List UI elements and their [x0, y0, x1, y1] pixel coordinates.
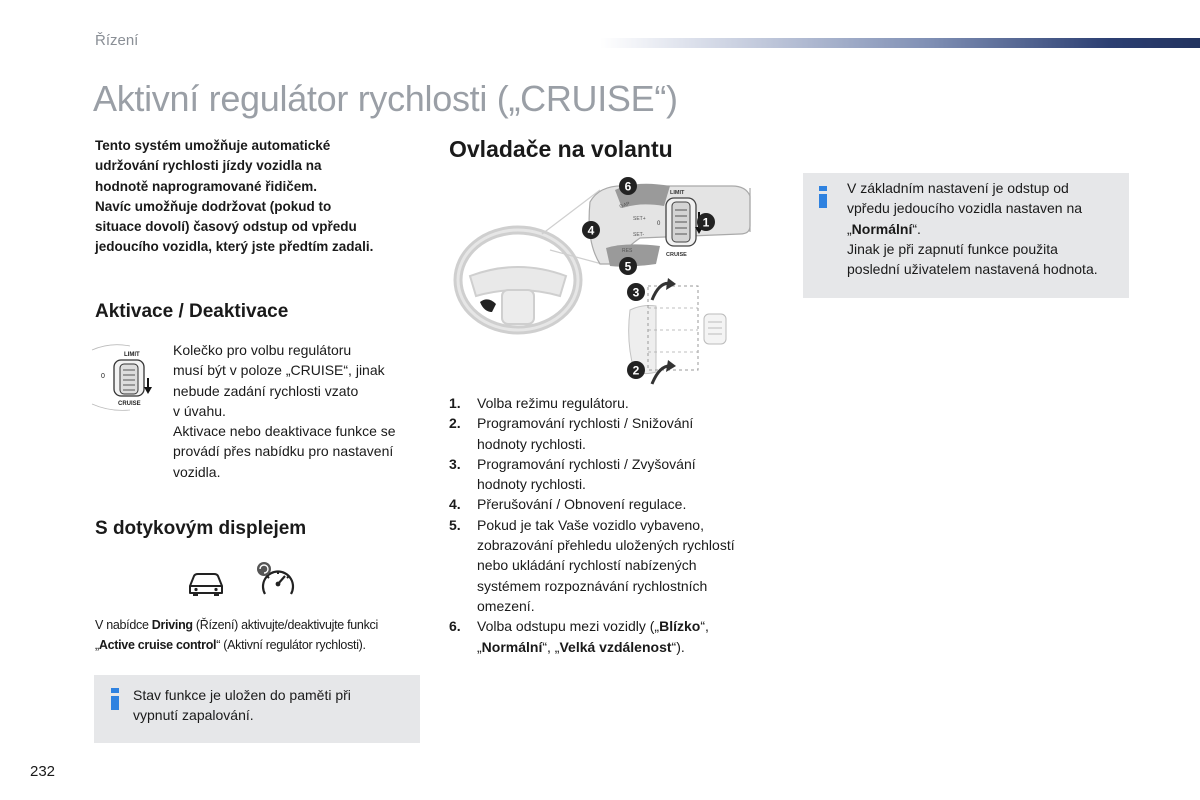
- text-part: “).: [671, 638, 685, 655]
- callout-4-label: 4: [587, 223, 595, 238]
- step-line: Přerušování / Obnovení regulace.: [477, 496, 687, 513]
- car-icon: [186, 568, 226, 598]
- info-box-default-distance: [803, 173, 1129, 298]
- activation-line: vozidla.: [173, 463, 221, 480]
- step-line: Programování rychlosti / Snižování: [477, 415, 694, 432]
- callout-1: [697, 213, 715, 231]
- step-item: [449, 616, 779, 657]
- activation-line: Kolečko pro volbu regulátoru: [173, 342, 352, 358]
- step-number: 5.: [449, 516, 461, 533]
- step-line: hodnoty rychlosti.: [477, 476, 586, 493]
- step-line: zobrazování přehledu uložených rychlostí: [477, 537, 735, 554]
- step-item: [449, 454, 779, 495]
- info-default-line: [847, 219, 1127, 239]
- activation-line: v úvahu.: [173, 402, 226, 419]
- info-memory-line: Stav funkce je uložen do paměti při: [133, 687, 351, 703]
- info-memory-line: vypnutí zapalování.: [133, 707, 254, 724]
- activation-text: [173, 340, 428, 482]
- stalk-zero-label: 0: [657, 221, 661, 227]
- intro-line: Navíc umožňuje dodržovat (pokud to: [95, 198, 332, 214]
- text-part: Volba odstupu mezi vozidly („: [477, 618, 660, 635]
- knob-cruise-label: CRUISE: [118, 401, 141, 407]
- info-box-memory: [94, 675, 420, 743]
- info-default-line: vpředu jedoucího vozidla nastaven na: [847, 200, 1083, 217]
- option-blizko: Blízko: [659, 618, 701, 635]
- steering-controls-illustration: [450, 172, 780, 394]
- step-line: [477, 637, 779, 657]
- stalk-cruise-label: CRUISE: [666, 252, 687, 258]
- function-active-cruise-control: Active cruise control: [98, 638, 217, 652]
- page-number: 232: [30, 763, 56, 780]
- step-line: nebo ukládání rychlostí nabízených: [477, 557, 697, 574]
- activation-line: nebude zadání rychlosti vzato: [173, 382, 359, 399]
- header-bar: [600, 38, 1200, 48]
- activation-line: provádí přes nabídku pro nastavení: [173, 443, 394, 460]
- step-item: [449, 413, 779, 454]
- text-prefix: V nabídce: [95, 618, 152, 632]
- intro-paragraph: [95, 136, 425, 258]
- touchscreen-line-1: [95, 615, 435, 635]
- step-line: Programování rychlosti / Zvyšování: [477, 455, 696, 472]
- stalk-gap-label: GAP: [618, 200, 631, 210]
- text-rest: (Řízení) aktivujte/deaktivujte funkci: [192, 618, 378, 632]
- value-normalni: Normální: [851, 220, 913, 237]
- step-number: 4.: [449, 496, 461, 513]
- info-default-line: V základním nastavení je odstup od: [847, 180, 1069, 196]
- step-line: hodnoty rychlosti.: [477, 435, 586, 452]
- step-line: [477, 616, 779, 636]
- intro-line: situace dovolí) časový odstup od vpředu: [95, 219, 357, 235]
- info-icon: [111, 688, 119, 710]
- intro-line: udržování rychlosti jízdy vozidla na: [95, 158, 322, 174]
- knob-zero-label: 0: [101, 373, 105, 380]
- callout-3-label: 3: [632, 285, 640, 300]
- text-part: „: [847, 220, 852, 237]
- step-item: [449, 494, 779, 514]
- section-label: Řízení: [95, 32, 139, 49]
- callout-3: [627, 283, 645, 301]
- activation-line: Aktivace nebo deaktivace funkce se: [173, 423, 396, 440]
- intro-line: Tento systém umožňuje automatické: [95, 138, 331, 153]
- text-part: “, „: [542, 638, 560, 655]
- info-default-text: [847, 178, 1127, 279]
- touchscreen-text: [95, 615, 435, 655]
- controls-heading: Ovladače na volantu: [449, 136, 673, 162]
- steps-list: [449, 393, 779, 657]
- callout-6-label: 6: [624, 179, 632, 194]
- text-rest: “ (Aktivní regulátor rychlosti).: [216, 638, 366, 652]
- cruise-knob-illustration: [90, 340, 168, 415]
- callout-2: [627, 361, 645, 379]
- stalk-limit-label: LIMIT: [670, 190, 685, 196]
- info-icon: [819, 186, 827, 208]
- text-part: “.: [912, 220, 921, 237]
- step-line: Pokud je tak Vaše vozidlo vybaveno,: [477, 516, 704, 533]
- step-number: 2.: [449, 415, 461, 432]
- cruise-stalk: [589, 184, 750, 267]
- text-part: „: [477, 638, 482, 655]
- knob-limit-label: LIMIT: [124, 352, 140, 358]
- activation-heading: Aktivace / Deaktivace: [95, 301, 289, 322]
- option-normalni: Normální: [481, 638, 543, 655]
- info-default-line: poslední uživatelem nastavená hodnota.: [847, 261, 1098, 278]
- stalk-set-minus-label: SET-: [633, 232, 645, 238]
- callout-2-label: 2: [632, 363, 640, 378]
- menu-driving: Driving: [151, 618, 193, 632]
- step-number: 3.: [449, 455, 461, 472]
- speedometer-icon: [255, 560, 299, 600]
- touchscreen-heading: S dotykovým displejem: [95, 518, 307, 539]
- option-velka-vzdalenost: Velká vzdálenost: [559, 638, 672, 655]
- info-memory-text: [133, 685, 413, 726]
- text-part: “,: [700, 618, 709, 635]
- page-title: Aktivní regulátor rychlosti („CRUISE“): [93, 78, 678, 119]
- callout-5: [619, 257, 637, 275]
- info-default-line: Jinak je při zapnutí funkce použita: [847, 240, 1058, 257]
- callout-1-label: 1: [702, 215, 710, 230]
- step-number: 1.: [449, 395, 461, 411]
- intro-line: jedoucího vozidla, který jste předtím zadali.: [95, 239, 374, 255]
- stalk-set-plus-label: SET+: [633, 216, 646, 222]
- callout-5-label: 5: [624, 259, 632, 274]
- step-item: [449, 515, 779, 616]
- intro-line: hodnotě naprogramované řidičem.: [95, 178, 318, 194]
- step-number: 6.: [449, 618, 461, 635]
- steering-wheel: [458, 190, 602, 330]
- callout-6: [619, 177, 637, 195]
- step-line: systémem rozpoznávání rychlostních: [477, 577, 708, 594]
- activation-line: musí být v poloze „CRUISE“, jinak: [173, 362, 385, 379]
- callout-4: [582, 221, 600, 239]
- step-line: omezení.: [477, 597, 535, 614]
- text-prefix: „: [95, 638, 99, 652]
- stalk-res-label: RES: [622, 248, 633, 254]
- step-item: [449, 393, 779, 413]
- step-line: Volba režimu regulátoru.: [477, 395, 629, 411]
- touchscreen-line-2: [95, 635, 435, 655]
